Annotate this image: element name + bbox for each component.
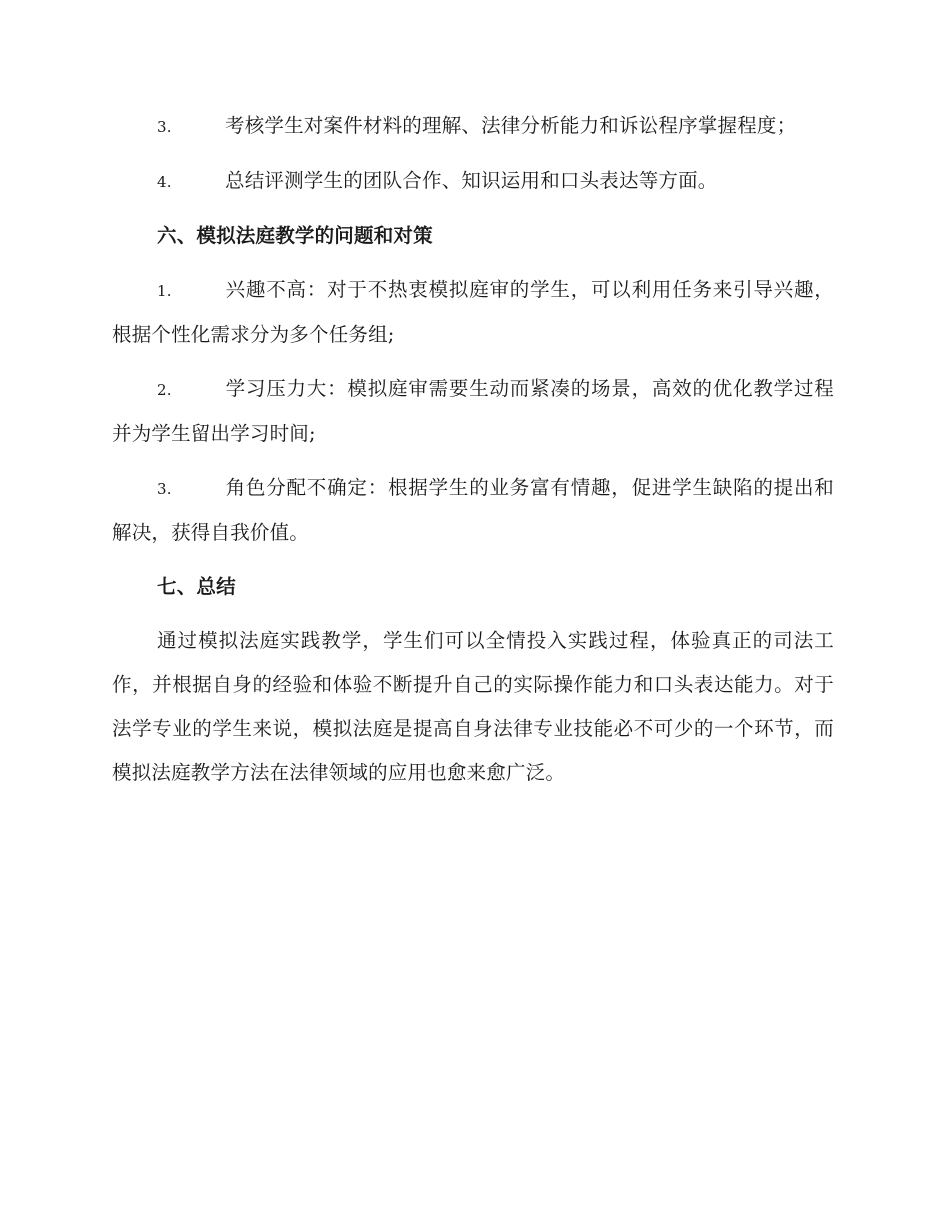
list-number: 1. [157,282,172,300]
list-text: 学习压力大：模拟庭审需要生动而紧凑的场景，高效的优化教学过程并为学生留出学习时间; [112,377,834,445]
section6-item-1 [112,268,834,357]
list-text: 总结评测学生的团队合作、知识运用和口头表达等方面。 [225,169,718,192]
list-text: 考核学生对案件材料的理解、法律分析能力和诉讼程序掌握程度； [225,114,797,137]
list-number: 3. [157,118,172,136]
section-heading-6: 六、模拟法庭教学的问题和对策 [157,224,433,247]
section-heading-7: 七、总结 [157,575,236,598]
summary-paragraph: 通过模拟法庭实践教学，学生们可以全情投入实践过程，体验真正的司法工作，并根据自身的经验和体验不断提升自己的实际操作能力和口头表达能力。对于法学专业的学生来说，模拟法庭是提高自身法律专业技能必不可少的一个环节，而模拟法庭教学方法在法律领域的应用也愈来愈广泛。 [112,629,834,784]
list-number: 2. [157,381,172,399]
list-number: 4. [157,173,172,191]
list-number: 3. [157,480,172,498]
list-text: 角色分配不确定：根据学生的业务富有情趣，促进学生缺陷的提出和解决，获得自我价值。 [112,476,834,544]
section6-item-3 [112,466,834,555]
document-body [112,104,834,795]
section6-item-2 [112,367,834,456]
list-text: 兴趣不高：对于不热衷模拟庭审的学生，可以利用任务来引导兴趣，根据个性化需求分为多个任务组; [112,278,834,346]
list-item-4 [112,159,834,204]
list-item-3 [112,104,834,149]
